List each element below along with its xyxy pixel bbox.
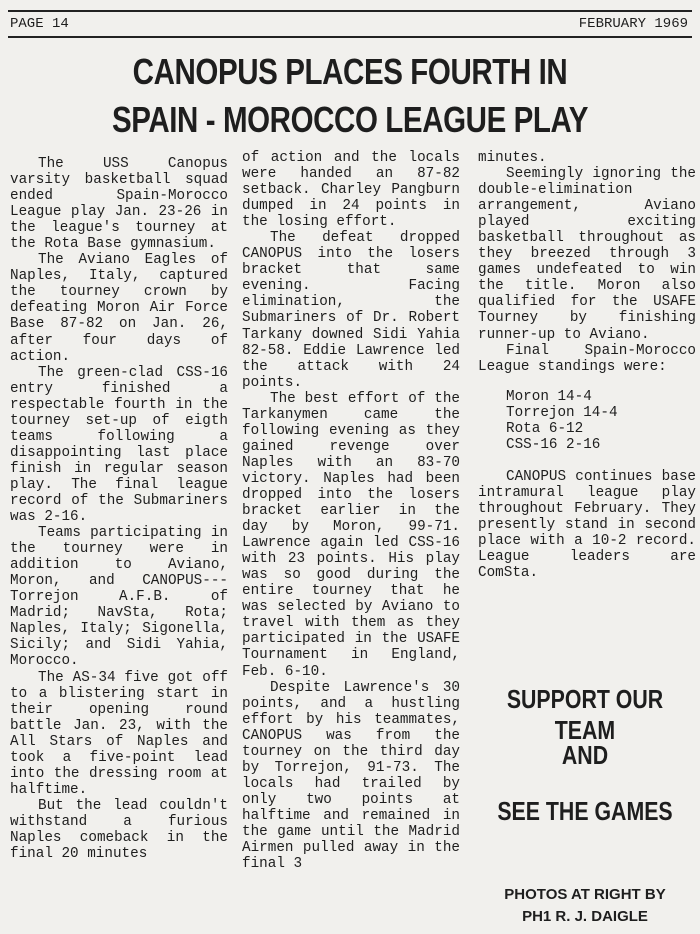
article-column-3 [478,150,696,581]
paragraph: Teams participating in the tourney were in addition to Aviano, Moron, and CANOPUS---Torrejon A.F.B. of Madrid; NavSta, Rota; Naples, Italy; Sigonella, Sicily; and Sidi Yahia, Morocco. [10,525,228,670]
paragraph: minutes. [478,150,547,166]
paragraph: The green-clad CSS-16 entry finished a respectable fourth in the tourney set-up of eigth teams following a disappointing last place finish in regular season play. The final league record of the Submariners was 2-16. [10,364,228,526]
paragraph: Final Spain-Morocco League standings were: [478,342,696,375]
standings-row: Moron 14-4 [506,388,592,405]
issue-date: FEBRUARY 1969 [578,16,688,32]
photo-credit-line-2: PH1 R. J. DAIGLE [522,908,648,925]
paragraph: But the lead couldn't withstand a furious Naples comeback in the final 20 minutes [10,797,228,863]
paragraph: of action and the locals were handed an 87-82 setback. Charley Pangburn dumped in 24 points in the losing effort. [242,150,460,231]
paragraph: The best effort of the Tarkanymen came the following evening as they gained revenge over Naples with an 83-70 victory. Naples had been dropped into the losers bracket earlier in the day by Moron, 99-71. Lawrence again led CSS-16 with 23 points. His play was so good during the entire tourney that he was selected by Aviano to travel with them as they participated in the USAFE Tournament in England, Feb. 6-10. [242,390,460,680]
page-header [8,10,692,38]
page-number: PAGE 14 [10,16,69,32]
paragraph: CANOPUS continues base intramural league play throughout February. They presently stand in second place with a 10-2 record. League leaders are ComSta. [478,468,696,582]
paragraph: The Aviano Eagles of Naples, Italy, captured the tourney crown by defeating Moron Air Force Base 87-82 on Jan. 26, after four days of action. [10,252,228,365]
standings-row: Torrejon 14-4 [506,404,618,421]
league-standings [506,389,696,453]
headline [79,48,620,144]
promo-line-1: SUPPORT OUR TEAM [506,684,664,745]
headline-line-1: CANOPUS PLACES FOURTH IN [132,51,568,92]
promo-line-2: AND [561,740,609,770]
headline-line-2: SPAIN - MOROCCO LEAGUE PLAY [111,99,589,140]
paragraph: The AS-34 five got off to a blistering start in their opening round battle Jan. 23, with the All Stars of Naples and took a five-point lead into the dressing room at halftime. [10,669,228,798]
paragraph: Seemingly ignoring the double-elimination arrangement, Aviano played exciting basketball throughout as they breezed through 3 games undefeated to win the title. Moron also qualified for the USAFE Tourney by finishing runner-up to Aviano. [478,166,696,343]
article-column-2 [242,150,460,872]
paragraph: The defeat dropped CANOPUS into the losers bracket that same evening. Facing elimination, the Submariners of Dr. Robert Tarkany downed Sidi Yahia 82-58. Eddie Lawrence led the attack with 24 points. [242,230,460,391]
article-column-1 [10,156,228,862]
promo-line-3: SEE THE GAMES [497,796,673,826]
photo-credit-line-1: PHOTOS AT RIGHT BY [504,886,666,903]
standings-row: CSS-16 2-16 [506,436,601,453]
paragraph: Despite Lawrence's 30 points, and a hustling effort by his teammates, CANOPUS was from the tourney on the third day by Torrejon, 91-73. The locals had trailed by only two points at halftime and remained in the game until the Madrid Airmen pulled away in the final 3 [242,679,460,873]
paragraph: The USS Canopus varsity basketball squad ended Spain-Morocco League play Jan. 23-26 in the league's tourney at the Rota Base gymnasium. [10,156,228,253]
standings-row: Rota 6-12 [506,420,584,437]
